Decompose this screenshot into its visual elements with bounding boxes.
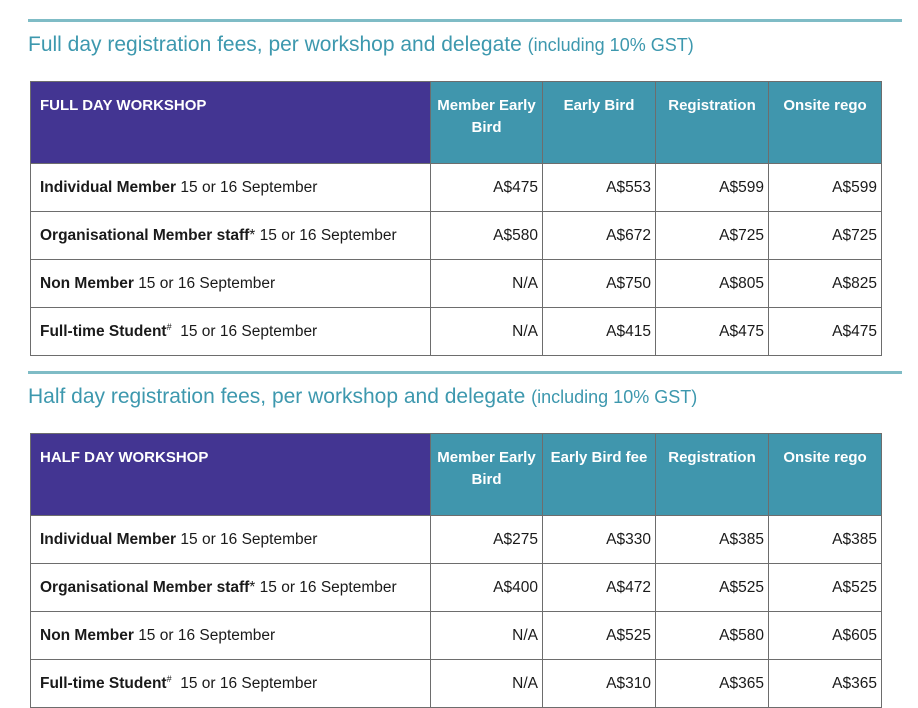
fee-cell: A$750: [543, 260, 656, 308]
fee-cell: A$525: [543, 612, 656, 660]
fee-cell: A$415: [543, 308, 656, 356]
footnote-mark: *: [249, 578, 256, 596]
fee-cell: A$310: [543, 660, 656, 708]
table-row: [31, 164, 882, 212]
table-row: [31, 660, 882, 708]
heading-text: Half day registration fees, per workshop and delegate: [28, 385, 526, 408]
column-header-early-bird: Early Bird: [543, 82, 656, 164]
header-text: Member Early Bird: [437, 449, 536, 488]
fee-cell: N/A: [431, 260, 543, 308]
member-type: Non Member: [40, 627, 134, 645]
full-day-fee-table: [30, 81, 882, 356]
row-date: 15 or 16 September: [180, 531, 318, 549]
header-row: [31, 434, 882, 516]
member-type: Individual Member: [40, 531, 177, 549]
footnote-mark: #: [166, 321, 172, 332]
fee-cell: A$275: [431, 516, 543, 564]
row-label: [31, 260, 431, 308]
member-type: Full-time Student: [40, 675, 167, 693]
member-type: Organisational Member staff: [40, 226, 250, 244]
fee-cell: A$365: [656, 660, 769, 708]
column-header-member-early-bird: [431, 434, 543, 516]
row-date: 15 or 16 September: [259, 226, 397, 244]
column-header-onsite: Onsite rego: [769, 434, 882, 516]
row-date: 15 or 16 September: [259, 578, 397, 596]
row-date: 15 or 16 September: [180, 323, 318, 341]
header-row: [31, 82, 882, 164]
footnote-mark: *: [249, 226, 256, 244]
member-type: Organisational Member staff: [40, 578, 250, 596]
table-row: [31, 212, 882, 260]
fee-cell: A$725: [769, 212, 882, 260]
column-header-registration: Registration: [656, 434, 769, 516]
table-row: [31, 516, 882, 564]
row-date: 15 or 16 September: [180, 179, 318, 197]
heading-note: (including 10% GST): [531, 387, 698, 407]
row-label: [31, 516, 431, 564]
fee-cell: A$525: [656, 564, 769, 612]
fee-cell: A$599: [769, 164, 882, 212]
section-divider: [28, 19, 902, 22]
fee-cell: A$525: [769, 564, 882, 612]
half-day-heading: [28, 385, 902, 409]
fee-cell: A$475: [656, 308, 769, 356]
table-row: [31, 308, 882, 356]
table-row: [31, 612, 882, 660]
fee-cell: A$365: [769, 660, 882, 708]
fee-cell: A$672: [543, 212, 656, 260]
column-header-workshop: HALF DAY WORKSHOP: [31, 434, 431, 516]
row-date: 15 or 16 September: [138, 627, 276, 645]
row-label: [31, 212, 431, 260]
fee-cell: N/A: [431, 308, 543, 356]
footnote-mark: #: [166, 673, 172, 684]
column-header-registration: Registration: [656, 82, 769, 164]
fee-cell: A$330: [543, 516, 656, 564]
full-day-heading: [28, 33, 902, 57]
row-label: [31, 164, 431, 212]
heading-text: Full day registration fees, per workshop and delegate: [28, 33, 522, 56]
full-day-section: [28, 19, 902, 341]
fee-cell: A$472: [543, 564, 656, 612]
header-text: Member Early Bird: [437, 97, 536, 136]
fee-cell: A$385: [769, 516, 882, 564]
fee-cell: A$553: [543, 164, 656, 212]
fee-cell: A$825: [769, 260, 882, 308]
table-row: [31, 260, 882, 308]
fee-cell: A$400: [431, 564, 543, 612]
column-header-onsite: Onsite rego: [769, 82, 882, 164]
fee-cell: A$725: [656, 212, 769, 260]
member-type: Individual Member: [40, 179, 177, 197]
row-date: 15 or 16 September: [138, 275, 276, 293]
fee-cell: A$475: [431, 164, 543, 212]
table-row: [31, 564, 882, 612]
section-divider: [28, 371, 902, 374]
half-day-section: [28, 371, 902, 693]
row-label: [31, 612, 431, 660]
fee-cell: N/A: [431, 660, 543, 708]
row-label: [31, 308, 431, 356]
fee-cell: A$580: [431, 212, 543, 260]
fee-cell: A$805: [656, 260, 769, 308]
fee-cell: A$605: [769, 612, 882, 660]
fee-cell: A$580: [656, 612, 769, 660]
row-label: [31, 564, 431, 612]
column-header-workshop: FULL DAY WORKSHOP: [31, 82, 431, 164]
heading-note: (including 10% GST): [527, 35, 694, 55]
column-header-member-early-bird: [431, 82, 543, 164]
column-header-early-bird-fee: Early Bird fee: [543, 434, 656, 516]
row-label: [31, 660, 431, 708]
half-day-fee-table: [30, 433, 882, 708]
member-type: Full-time Student: [40, 323, 167, 341]
fee-cell: A$599: [656, 164, 769, 212]
fee-cell: A$475: [769, 308, 882, 356]
row-date: 15 or 16 September: [180, 675, 318, 693]
member-type: Non Member: [40, 275, 134, 293]
fee-cell: A$385: [656, 516, 769, 564]
fee-cell: N/A: [431, 612, 543, 660]
